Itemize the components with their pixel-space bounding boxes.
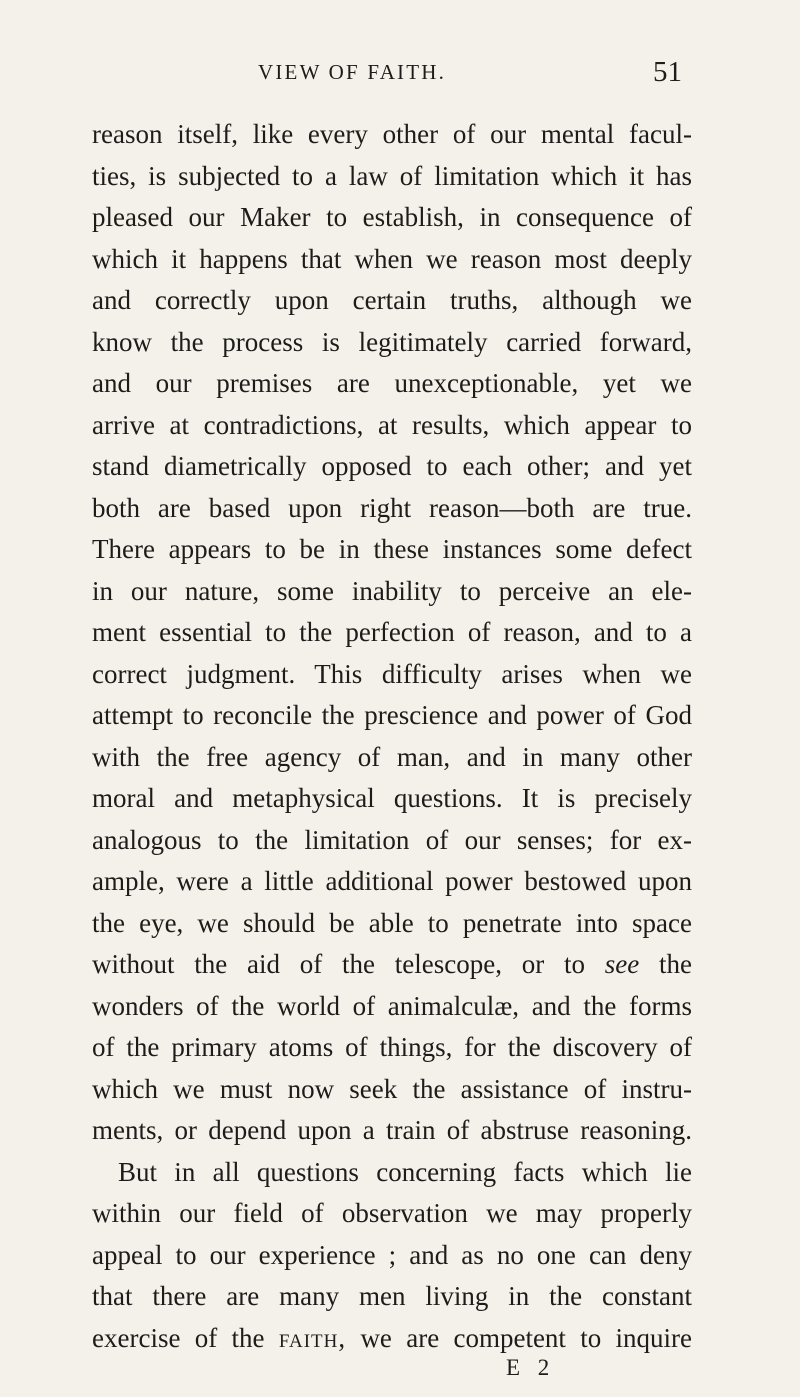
text-fragment: exercise of the — [92, 1322, 265, 1353]
text-line: pleased our Maker to establish, in consequence of — [92, 202, 692, 232]
text-line: moral and metaphysical questions. It is precisely — [92, 783, 692, 813]
text-line: appeal to our experience ; and as no one can deny — [92, 1239, 692, 1270]
text-line: both are based upon right reason—both are true. — [92, 492, 692, 523]
text-line: ties, is subjected to a law of limitation which it has — [92, 160, 692, 191]
text-line: ments, or depend upon a train of abstruse reasoning. — [92, 1115, 692, 1145]
text-line: reason itself, like every other of our mental facul- — [92, 119, 692, 149]
text-line: of the primary atoms of things, for the discovery of — [92, 1032, 692, 1062]
text-line: There appears to be in these instances some defect — [92, 534, 692, 564]
text-fragment: without the aid of the telescope, or to — [92, 949, 585, 979]
text-fragment: we are competent to inquire — [360, 1322, 693, 1353]
text-line: wonders of the world of animalculæ, and the forms — [92, 990, 692, 1021]
text-line: that there are many men living in the constant — [92, 1281, 692, 1311]
italic-word: see — [604, 949, 640, 979]
page-number: 51 — [653, 56, 682, 88]
text-line: within our field of observation we may properly — [92, 1198, 692, 1228]
text-line: correct judgment. This difficulty arises when we — [92, 658, 692, 689]
text-line: the eye, we should be able to penetrate into space — [92, 907, 692, 938]
text-line-with-italic — [92, 944, 692, 986]
paragraph-start-line: But in all questions concerning facts which lie — [118, 1156, 692, 1187]
signature-mark: E 2 — [506, 1355, 556, 1380]
text-line: and our premises are unexceptionable, yet we — [92, 368, 692, 398]
text-line: stand diametrically opposed to each other; and yet — [92, 451, 692, 481]
small-caps-word: faith, — [278, 1322, 347, 1353]
text-line: ment essential to the perfection of reason, and to a — [92, 617, 692, 647]
text-line: ample, were a little additional power bestowed upon — [92, 866, 692, 896]
text-line: in our nature, some inability to perceive an ele- — [92, 575, 692, 606]
text-line: which we must now seek the assistance of instru- — [92, 1073, 692, 1104]
text-line: analogous to the limitation of our senses; for ex- — [92, 824, 692, 855]
text-line-with-small-caps — [92, 1318, 692, 1360]
text-line: arrive at contradictions, at results, which appear to — [92, 409, 692, 440]
text-fragment: the — [659, 949, 693, 979]
text-line: with the free agency of man, and in many other — [92, 741, 692, 772]
text-line: which it happens that when we reason most deeply — [92, 243, 692, 274]
text-line: know the process is legitimately carried forward, — [92, 326, 692, 357]
text-line: and correctly upon certain truths, although we — [92, 285, 692, 315]
text-line: attempt to reconcile the prescience and power of God — [92, 700, 692, 730]
body-text — [92, 114, 692, 1359]
running-title: VIEW OF FAITH. — [258, 60, 447, 84]
running-head — [0, 58, 800, 88]
